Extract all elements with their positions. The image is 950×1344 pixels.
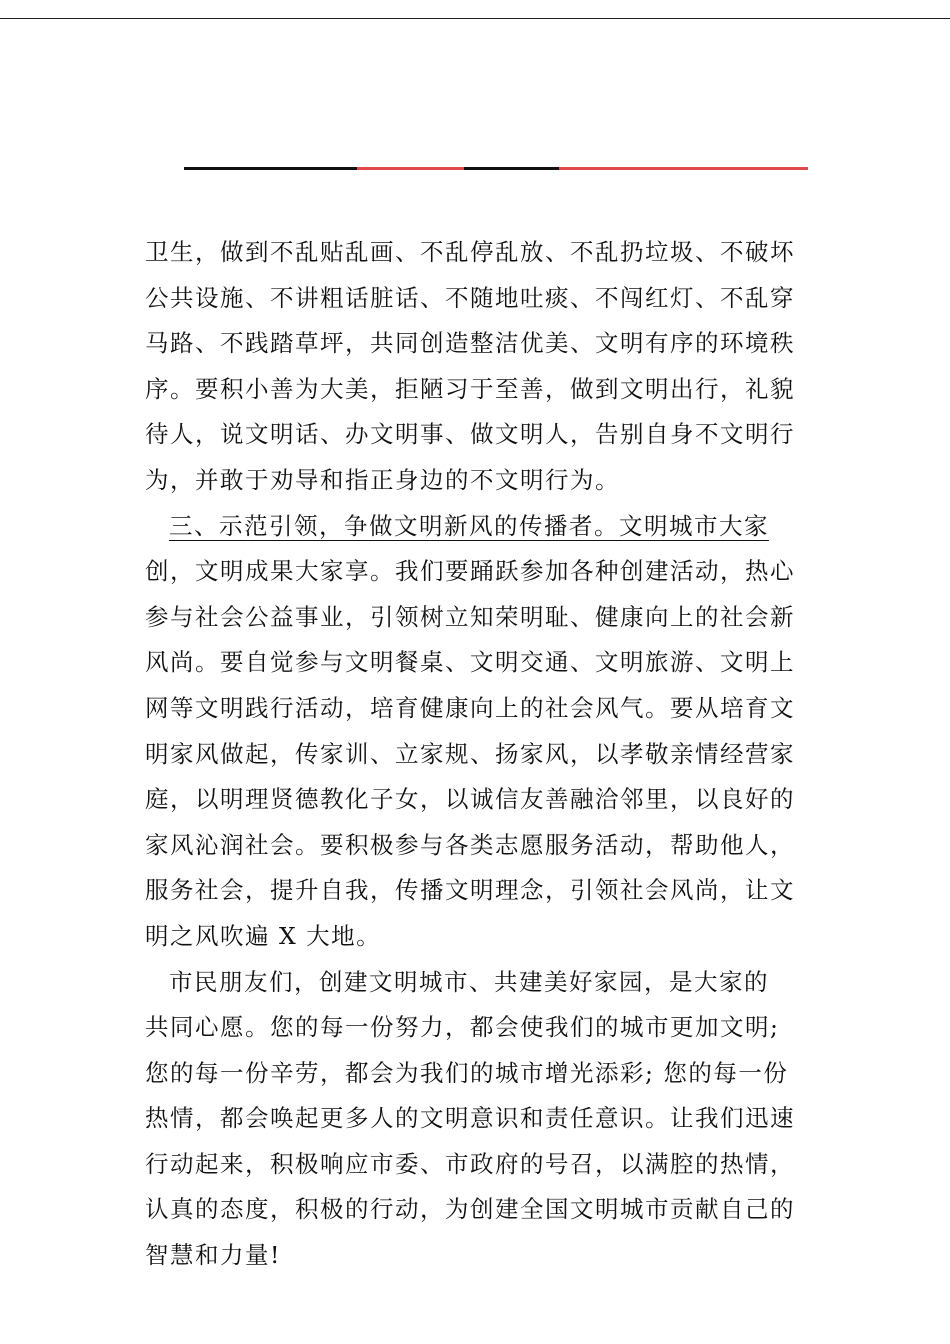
text-line: 共同心愿。您的每一份努力，都会使我们的城市更加文明; xyxy=(145,1013,780,1042)
text-line: 您的每一份辛劳，都会为我们的城市增光添彩; 您的每一份 xyxy=(145,1058,789,1087)
text-line: 公共设施、不讲粗话脏话、不随地吐痰、不闯红灯、不乱穿 xyxy=(145,283,795,312)
text-line: 参与社会公益事业，引领树立知荣明耻、健康向上的社会新 xyxy=(145,602,795,631)
text-line: 热情，都会唤起更多人的文明意识和责任意识。让我们迅速 xyxy=(145,1104,795,1133)
text-line: 创，文明成果大家享。我们要踊跃参加各种创建活动，热心 xyxy=(145,557,795,586)
document-body xyxy=(145,230,795,1279)
text-line: 庭，以明理贤德教化子女，以诚信友善融洽邻里，以良好的 xyxy=(145,785,795,814)
text-line: 服务社会，提升自我，传播文明理念，引领社会风尚，让文 xyxy=(145,876,795,905)
text-line: 卫生，做到不乱贴乱画、不乱停乱放、不乱扔垃圾、不破坏 xyxy=(145,238,795,266)
text-line: 待人，说文明话、办文明事、做文明人，告别自身不文明行 xyxy=(145,420,795,449)
text-line: 明之风吹遍 X 大地。 xyxy=(145,921,382,950)
paragraph-1 xyxy=(145,230,795,504)
text-line: 家风沁润社会。要积极参与各类志愿服务活动，帮助他人， xyxy=(145,830,795,859)
paragraph-3 xyxy=(145,960,795,1279)
text-line: 网等文明践行活动，培育健康向上的社会风气。要从培育文 xyxy=(145,693,795,722)
text-line: 市民朋友们，创建文明城市、共建美好家园，是大家的 xyxy=(169,967,769,996)
text-line: 智慧和力量! xyxy=(145,1241,281,1270)
header-rule-segment-black xyxy=(184,167,357,170)
text-line: 明家风做起，传家训、立家规、扬家风，以孝敬亲情经营家 xyxy=(145,739,795,768)
section-heading-line xyxy=(145,504,795,550)
header-rule xyxy=(184,167,808,170)
paragraph-2 xyxy=(145,504,795,960)
text-line: 为，并敢于劝导和指正身边的不文明行为。 xyxy=(145,465,620,494)
text-line: 马路、不践踏草坪，共同创造整洁优美、文明有序的环境秩 xyxy=(145,329,795,358)
header-rule-segment-red xyxy=(559,167,808,170)
top-rule xyxy=(0,18,950,19)
header-rule-segment-red xyxy=(357,167,464,170)
text-line: 风尚。要自觉参与文明餐桌、文明交通、文明旅游、文明上 xyxy=(145,648,795,677)
text-line: 认真的态度，积极的行动，为创建全国文明城市贡献自己的 xyxy=(145,1195,795,1224)
section-heading: 三、示范引领，争做文明新风的传播者。文明城市大家 xyxy=(169,511,769,540)
text-line: 序。要积小善为大美，拒陋习于至善，做到文明出行，礼貌 xyxy=(145,374,795,403)
text-line: 行动起来，积极响应市委、市政府的号召，以满腔的热情， xyxy=(145,1149,795,1178)
header-rule-segment-black xyxy=(464,167,559,170)
